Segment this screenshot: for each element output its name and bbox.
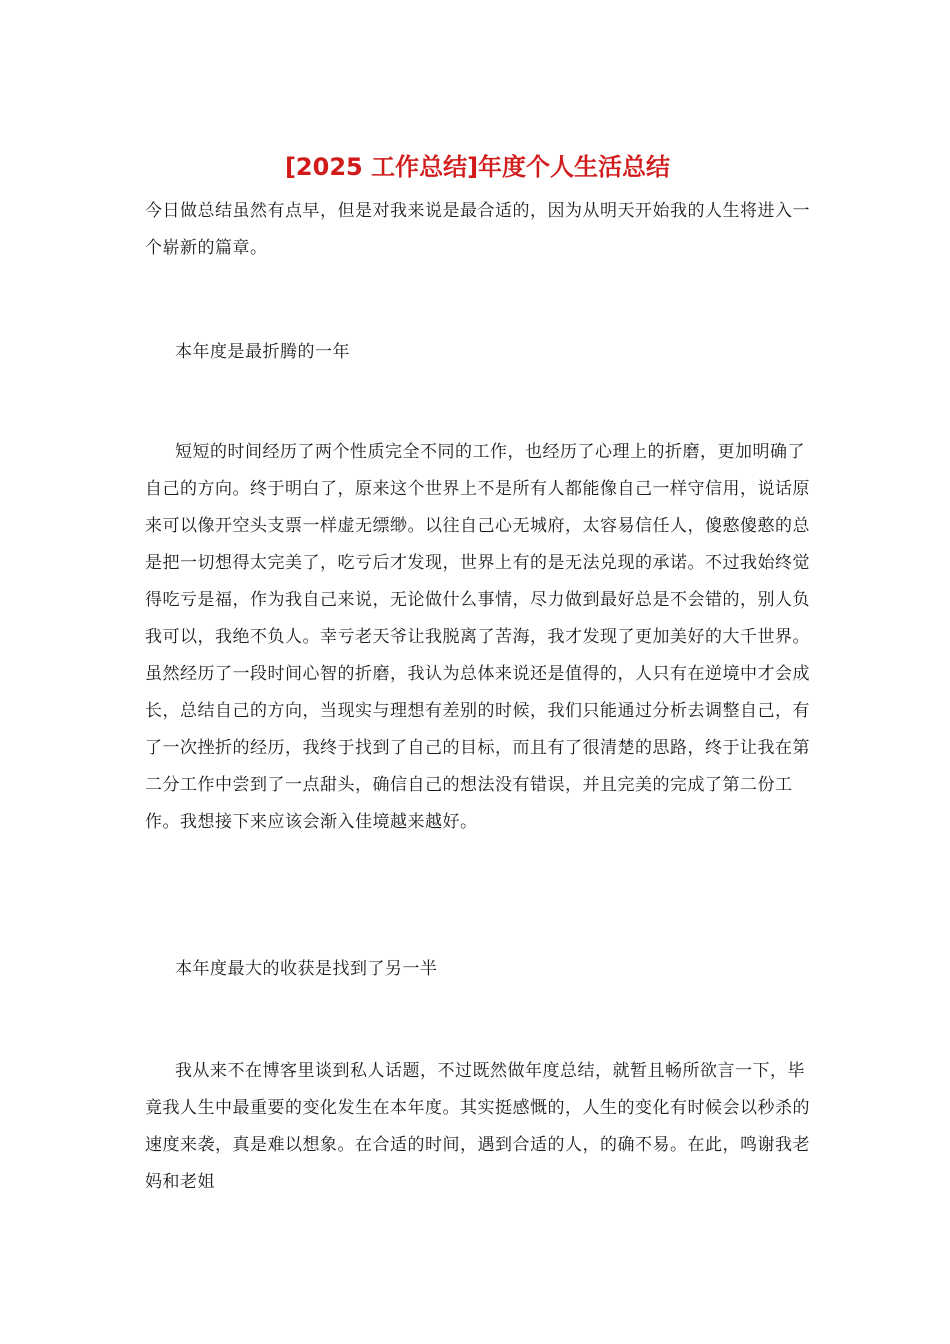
section-body-most-tumultuous-year: 短短的时间经历了两个性质完全不同的工作，也经历了心理上的折磨，更加明确了自己的方向。终于明白了，原来这个世界上不是所有人都能像自己一样守信用，说话原来可以像开空头支票一样虚无缥缈。以往自己心无城府，太容易信任人，傻憨傻憨的总是把一切想得太完美了，吃亏后才发现，世界上有的是无法兑现的承诺。不过我始终觉得吃亏是福，作为我自己来说，无论做什么事情，尽力做到最好总是不会错的，别人负我可以，我绝不负人。幸亏老天爷让我脱离了苦海，我才发现了更加美好的大千世界。虽然经历了一段时间心智的折磨，我认为总体来说还是值得的，人只有在逆境中才会成长，总结自己的方向，当现实与理想有差别的时候，我们只能通过分析去调整自己，有了一次挫折的经历，我终于找到了自己的目标，而且有了很清楚的思路，终于让我在第二分工作中尝到了一点甜头，确信自己的想法没有错误，并且完美的完成了第二份工作。我想接下来应该会渐入佳境越来越好。 <box>145 442 810 832</box>
intro-paragraph: 今日做总结虽然有点早，但是对我来说是最合适的，因为从明天开始我的人生将进入一个崭新的篇章。 <box>145 201 810 258</box>
document-page <box>145 0 810 1344</box>
section-heading-most-tumultuous-year: 本年度是最折腾的一年 <box>175 342 350 362</box>
section-body-found-partner: 我从来不在博客里谈到私人话题，不过既然做年度总结，就暂且畅所欲言一下，毕竟我人生中最重要的变化发生在本年度。其实挺感慨的，人生的变化有时候会以秒杀的速度来袭，真是难以想象。在合适的时间，遇到合适的人，的确不易。在此，鸣谢我老妈和老姐 <box>145 1061 810 1192</box>
section-heading-found-partner: 本年度最大的收获是找到了另一半 <box>175 959 438 979</box>
document-title: [2025 工作总结]年度个人生活总结 <box>284 153 671 181</box>
